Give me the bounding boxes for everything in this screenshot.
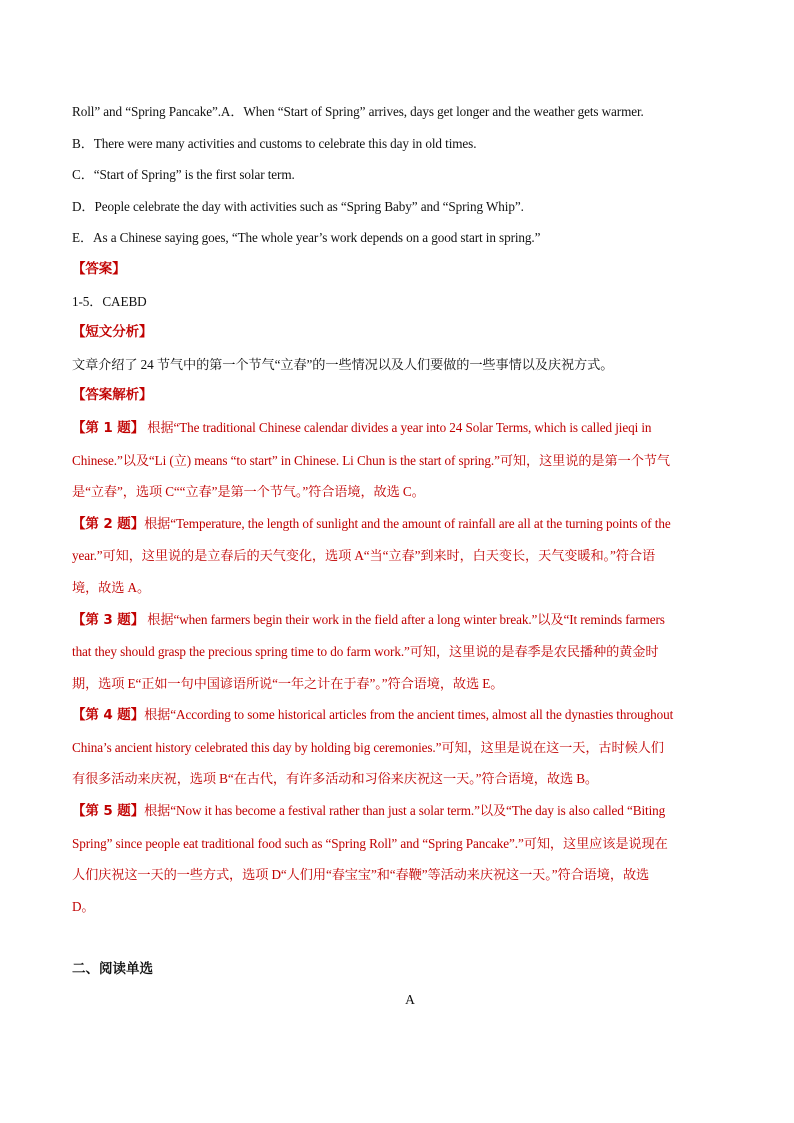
analysis-text: China’s ancient history celebrated this day by holding big ceremonies.”可知，这里是说在这一天，古时候人们 bbox=[72, 739, 664, 755]
analysis-q3 bbox=[72, 604, 722, 700]
document-body bbox=[72, 96, 722, 922]
analysis-text: year.”可知，这里说的是立春后的天气变化，选项 A“当“立春”到来时，白天变长，天气变暖和。”符合语 bbox=[72, 548, 656, 564]
analysis-text: 根据“Temperature, the length of sunlight and the amount of rainfall are all at the turning points of the bbox=[144, 515, 671, 531]
answer-label: 【答案】 bbox=[72, 260, 126, 277]
analysis-text: 根据“According to some historical articles from the ancient times, almost all the dynasties throughout bbox=[144, 707, 674, 723]
question-tag: 【第 1 题】 bbox=[72, 419, 145, 436]
question-tag: 【第 2 题】 bbox=[72, 515, 145, 532]
analysis-text: 根据“The traditional Chinese calendar divides a year into 24 Solar Terms, which is called jieqi in bbox=[144, 419, 652, 435]
answer-value: 1-5．CAEBD bbox=[72, 293, 147, 309]
analysis-text: 期，选项 E“正如一句中国谚语所说“一年之计在于春”。”符合语境，故选 E。 bbox=[72, 675, 504, 691]
summary-text: 文章介绍了 24 节气中的第一个节气“立春”的一些情况以及人们要做的一些事情以及庆祝方式。 bbox=[72, 356, 614, 372]
analysis-text: 有很多活动来庆祝，选项 B“在古代，有许多活动和习俗来庆祝这一天。”符合语境，故选 B。 bbox=[72, 771, 599, 787]
section-title: 二、阅读单选 bbox=[72, 961, 153, 977]
analysis-text: 根据“when farmers begin their work in the field after a long winter break.”以及“It reminds farmers bbox=[144, 611, 665, 627]
option-line-c: C．“Start of Spring” is the first solar term. bbox=[72, 167, 295, 183]
option-line-e: E．As a Chinese saying goes, “The whole year’s work depends on a good start in spring.” bbox=[72, 230, 541, 246]
question-tag: 【第 4 题】 bbox=[72, 707, 145, 724]
option-line-d: D．People celebrate the day with activities such as “Spring Baby” and “Spring Whip”. bbox=[72, 198, 524, 214]
option-line-a: Roll” and “Spring Pancake”.A．When “Start of Spring” arrives, days get longer and the weather gets warmer. bbox=[72, 104, 644, 119]
passage-label: A bbox=[405, 992, 415, 1007]
analysis-text: 根据“Now it has become a festival rather than just a solar term.”以及“The day is also called “Biting bbox=[144, 803, 666, 819]
analysis-text: Spring” since people eat traditional food such as “Spring Roll” and “Spring Pancake”.”可知，这里应该是说现在 bbox=[72, 835, 668, 851]
analysis-q1 bbox=[72, 412, 722, 508]
analysis-text: 是“立春”，选项 C““立春”是第一个节气。”符合语境，故选 C。 bbox=[72, 484, 425, 500]
analysis-label: 【答案解析】 bbox=[72, 387, 153, 404]
analysis-text: 人们庆祝这一天的一些方式，选项 D“人们用“春宝宝”和“春鞭”等活动来庆祝这一天。”符合语境，故选 bbox=[72, 867, 650, 883]
question-tag: 【第 3 题】 bbox=[72, 611, 145, 628]
analysis-q4 bbox=[72, 699, 722, 795]
analysis-q2 bbox=[72, 508, 722, 604]
analysis-text: that they should grasp the precious spring time to do farm work.”可知，这里说的是春季是农民播种的黄金时 bbox=[72, 644, 659, 660]
analysis-q5 bbox=[72, 795, 722, 922]
analysis-text: Chinese.”以及“Li (立) means “to start” in Chinese. Li Chun is the start of spring.”可知，这里说的是第一个节气 bbox=[72, 452, 670, 468]
analysis-text: D。 bbox=[72, 898, 95, 914]
option-line-b: B．There were many activities and customs to celebrate this day in old times. bbox=[72, 135, 477, 151]
question-tag: 【第 5 题】 bbox=[72, 803, 145, 820]
summary-label: 【短文分析】 bbox=[72, 324, 153, 341]
analysis-text: 境，故选 A。 bbox=[72, 579, 151, 595]
